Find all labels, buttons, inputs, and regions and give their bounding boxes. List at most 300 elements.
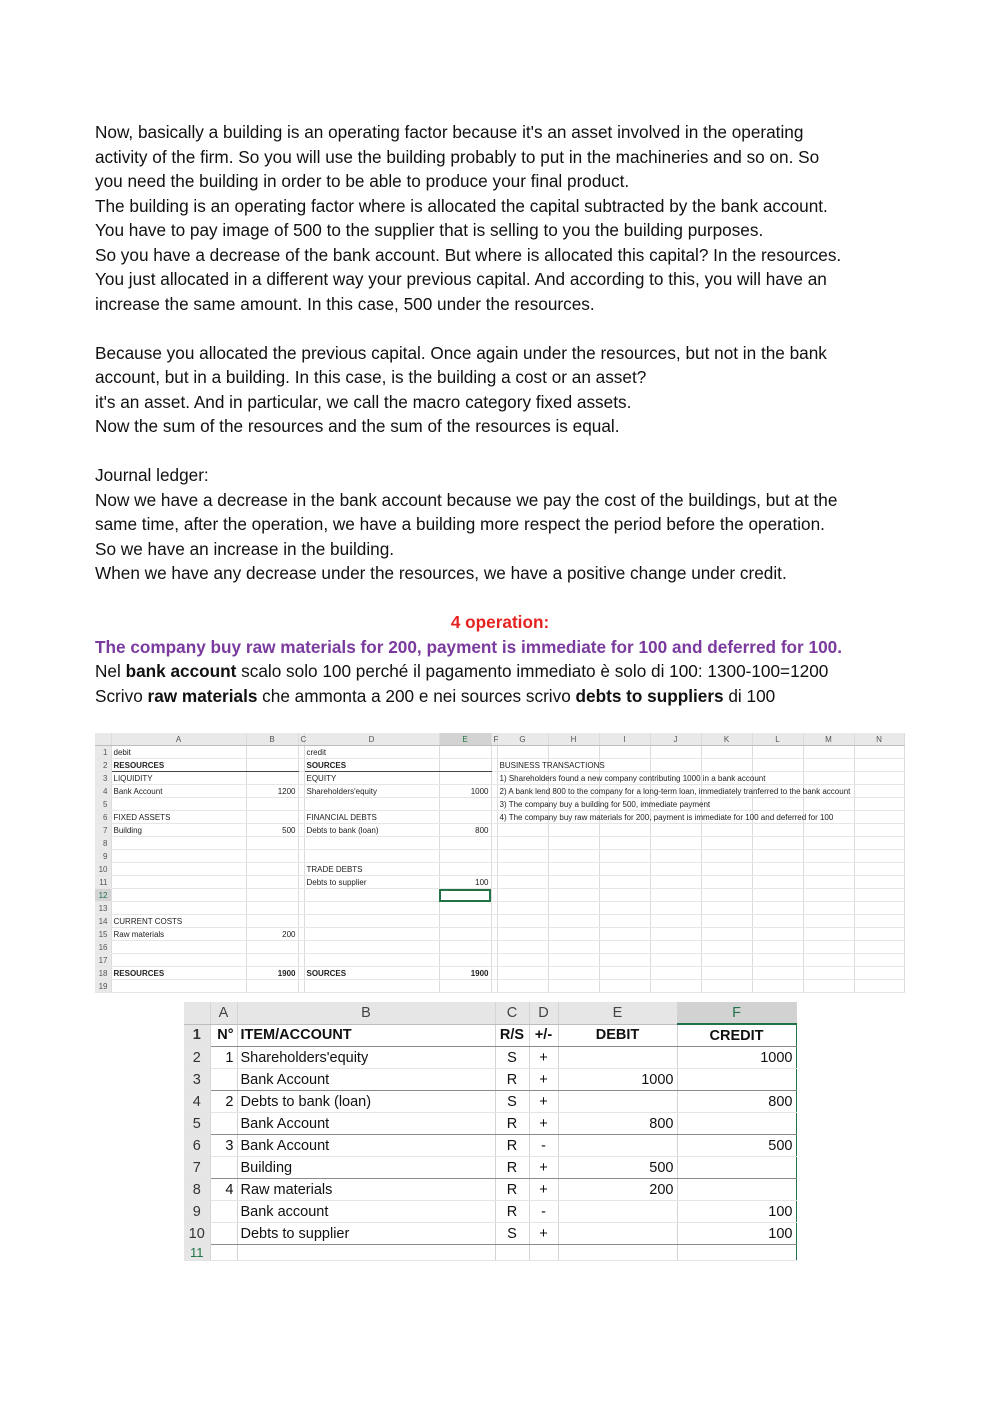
cell-D2[interactable]: SOURCES (304, 759, 439, 772)
cell-B8[interactable] (246, 837, 298, 850)
cell-N8[interactable] (854, 837, 904, 850)
cell-G5[interactable]: 3) The company buy a building for 500, immediate payment (497, 798, 548, 811)
cell-D17[interactable] (304, 954, 439, 967)
cell-E17[interactable] (439, 954, 491, 967)
cell-A9[interactable] (210, 1201, 237, 1223)
select-all-corner[interactable] (184, 1002, 210, 1024)
cell-E3[interactable]: 1000 (558, 1069, 677, 1091)
cell-M11[interactable] (803, 876, 854, 889)
cell-N5[interactable] (854, 798, 904, 811)
cell-N7[interactable] (854, 824, 904, 837)
cell-D8[interactable] (304, 837, 439, 850)
cell-B9[interactable]: Bank account (237, 1201, 495, 1223)
cell-J9[interactable] (650, 850, 701, 863)
cell-K12[interactable] (701, 889, 752, 902)
cell-J8[interactable] (650, 837, 701, 850)
cell-D14[interactable] (304, 915, 439, 928)
cell-N12[interactable] (854, 889, 904, 902)
cell-D3[interactable]: + (529, 1069, 558, 1091)
cell-A4[interactable]: Bank Account (111, 785, 246, 798)
cell-B4[interactable]: 1200 (246, 785, 298, 798)
cell-E15[interactable] (439, 928, 491, 941)
cell-N4[interactable] (854, 785, 904, 798)
column-header-H[interactable]: H (548, 733, 599, 746)
row-header[interactable]: 9 (95, 850, 111, 863)
column-header-M[interactable]: M (803, 733, 854, 746)
cell-C5[interactable]: R (495, 1113, 529, 1135)
cell-G19[interactable] (497, 980, 548, 993)
cell-K13[interactable] (701, 902, 752, 915)
cell-H8[interactable] (548, 837, 599, 850)
cell-A7[interactable]: Building (111, 824, 246, 837)
row-header[interactable]: 1 (184, 1024, 210, 1047)
cell-A12[interactable] (111, 889, 246, 902)
row-header[interactable]: 1 (95, 746, 111, 759)
cell-H15[interactable] (548, 928, 599, 941)
cell-M5[interactable] (803, 798, 854, 811)
row-header[interactable]: 7 (95, 824, 111, 837)
row-header[interactable]: 2 (95, 759, 111, 772)
row-header[interactable]: 10 (95, 863, 111, 876)
column-header-L[interactable]: L (752, 733, 803, 746)
cell-I2[interactable] (599, 759, 650, 772)
cell-H17[interactable] (548, 954, 599, 967)
cell-E6[interactable] (439, 811, 491, 824)
cell-B13[interactable] (246, 902, 298, 915)
cell-A3[interactable]: LIQUIDITY (111, 772, 246, 785)
cell-H7[interactable] (548, 824, 599, 837)
cell-D5[interactable]: + (529, 1113, 558, 1135)
column-header-I[interactable]: I (599, 733, 650, 746)
cell-I17[interactable] (599, 954, 650, 967)
cell-D1[interactable]: credit (304, 746, 439, 759)
cell-D10[interactable]: TRADE DEBTS (304, 863, 439, 876)
cell-D9[interactable]: - (529, 1201, 558, 1223)
cell-F11[interactable] (677, 1245, 796, 1261)
cell-D4[interactable]: + (529, 1091, 558, 1113)
cell-L5[interactable] (752, 798, 803, 811)
cell-B19[interactable] (246, 980, 298, 993)
cell-F2[interactable]: 1000 (677, 1047, 796, 1069)
cell-I10[interactable] (599, 863, 650, 876)
cell-N17[interactable] (854, 954, 904, 967)
cell-A11[interactable] (111, 876, 246, 889)
cell-N13[interactable] (854, 902, 904, 915)
cell-L11[interactable] (752, 876, 803, 889)
cell-E5[interactable]: 800 (558, 1113, 677, 1135)
cell-A6[interactable]: 3 (210, 1135, 237, 1157)
cell-A10[interactable] (210, 1223, 237, 1245)
cell-D18[interactable]: SOURCES (304, 967, 439, 980)
cell-M16[interactable] (803, 941, 854, 954)
cell-K10[interactable] (701, 863, 752, 876)
cell-E2[interactable] (439, 759, 491, 772)
cell-A7[interactable] (210, 1157, 237, 1179)
cell-D10[interactable]: + (529, 1223, 558, 1245)
column-header-F[interactable]: F (491, 733, 497, 746)
cell-D8[interactable]: + (529, 1179, 558, 1201)
cell-G6[interactable]: 4) The company buy raw materials for 200, payment is immediate for 100 and deferred for 100 (497, 811, 548, 824)
cell-G17[interactable] (497, 954, 548, 967)
cell-L7[interactable] (752, 824, 803, 837)
cell-K14[interactable] (701, 915, 752, 928)
cell-J10[interactable] (650, 863, 701, 876)
cell-A2[interactable]: 1 (210, 1047, 237, 1069)
cell-A3[interactable] (210, 1069, 237, 1091)
cell-K15[interactable] (701, 928, 752, 941)
cell-E4[interactable]: 1000 (439, 785, 491, 798)
cell-D11[interactable] (529, 1245, 558, 1261)
cell-L12[interactable] (752, 889, 803, 902)
cell-D19[interactable] (304, 980, 439, 993)
cell-K19[interactable] (701, 980, 752, 993)
cell-E18[interactable]: 1900 (439, 967, 491, 980)
row-header[interactable]: 16 (95, 941, 111, 954)
row-header[interactable]: 3 (184, 1069, 210, 1091)
cell-D7[interactable]: Debts to bank (loan) (304, 824, 439, 837)
cell-K16[interactable] (701, 941, 752, 954)
cell-L10[interactable] (752, 863, 803, 876)
column-header-A[interactable]: A (111, 733, 246, 746)
cell-N15[interactable] (854, 928, 904, 941)
row-header[interactable]: 7 (184, 1157, 210, 1179)
cell-A13[interactable] (111, 902, 246, 915)
cell-E10[interactable] (558, 1223, 677, 1245)
cell-M1[interactable] (803, 746, 854, 759)
cell-E11[interactable] (558, 1245, 677, 1261)
cell-G10[interactable] (497, 863, 548, 876)
cell-A15[interactable]: Raw materials (111, 928, 246, 941)
cell-B4[interactable]: Debts to bank (loan) (237, 1091, 495, 1113)
cell-K9[interactable] (701, 850, 752, 863)
row-header[interactable]: 4 (95, 785, 111, 798)
cell-N16[interactable] (854, 941, 904, 954)
cell-D5[interactable] (304, 798, 439, 811)
column-header-F[interactable]: F (677, 1002, 796, 1024)
cell-M9[interactable] (803, 850, 854, 863)
cell-B3[interactable]: Bank Account (237, 1069, 495, 1091)
cell-H14[interactable] (548, 915, 599, 928)
cell-K17[interactable] (701, 954, 752, 967)
cell-E1[interactable]: DEBIT (558, 1024, 677, 1047)
cell-J15[interactable] (650, 928, 701, 941)
cell-G12[interactable] (497, 889, 548, 902)
row-header[interactable]: 17 (95, 954, 111, 967)
cell-D2[interactable]: + (529, 1047, 558, 1069)
cell-N9[interactable] (854, 850, 904, 863)
cell-N2[interactable] (854, 759, 904, 772)
select-all-corner[interactable] (95, 733, 111, 746)
cell-B15[interactable]: 200 (246, 928, 298, 941)
cell-L14[interactable] (752, 915, 803, 928)
cell-H1[interactable] (548, 746, 599, 759)
cell-E4[interactable] (558, 1091, 677, 1113)
cell-N11[interactable] (854, 876, 904, 889)
cell-A8[interactable] (111, 837, 246, 850)
row-header[interactable]: 11 (95, 876, 111, 889)
cell-A4[interactable]: 2 (210, 1091, 237, 1113)
column-header-K[interactable]: K (701, 733, 752, 746)
cell-M8[interactable] (803, 837, 854, 850)
cell-E19[interactable] (439, 980, 491, 993)
row-header[interactable]: 19 (95, 980, 111, 993)
column-header-E[interactable]: E (558, 1002, 677, 1024)
cell-M15[interactable] (803, 928, 854, 941)
cell-A17[interactable] (111, 954, 246, 967)
cell-L1[interactable] (752, 746, 803, 759)
cell-F9[interactable]: 100 (677, 1201, 796, 1223)
cell-B17[interactable] (246, 954, 298, 967)
row-header[interactable]: 3 (95, 772, 111, 785)
cell-M13[interactable] (803, 902, 854, 915)
cell-B9[interactable] (246, 850, 298, 863)
cell-E11[interactable]: 100 (439, 876, 491, 889)
cell-B7[interactable]: 500 (246, 824, 298, 837)
cell-D16[interactable] (304, 941, 439, 954)
column-header-E[interactable]: E (439, 733, 491, 746)
cell-B11[interactable] (246, 876, 298, 889)
cell-M7[interactable] (803, 824, 854, 837)
cell-G16[interactable] (497, 941, 548, 954)
column-header-D[interactable]: D (304, 733, 439, 746)
cell-A1[interactable]: debit (111, 746, 246, 759)
cell-G18[interactable] (497, 967, 548, 980)
cell-I18[interactable] (599, 967, 650, 980)
cell-N19[interactable] (854, 980, 904, 993)
cell-G9[interactable] (497, 850, 548, 863)
cell-F10[interactable]: 100 (677, 1223, 796, 1245)
row-header[interactable]: 12 (95, 889, 111, 902)
cell-J2[interactable] (650, 759, 701, 772)
cell-M19[interactable] (803, 980, 854, 993)
cell-C6[interactable]: R (495, 1135, 529, 1157)
cell-A11[interactable] (210, 1245, 237, 1261)
cell-G4[interactable]: 2) A bank lend 800 to the company for a long-term loan, immediately tranferred to the bank account (497, 785, 548, 798)
cell-J1[interactable] (650, 746, 701, 759)
cell-H18[interactable] (548, 967, 599, 980)
cell-H9[interactable] (548, 850, 599, 863)
cell-K8[interactable] (701, 837, 752, 850)
column-header-B[interactable]: B (246, 733, 298, 746)
cell-C1[interactable]: R/S (495, 1024, 529, 1047)
row-header[interactable]: 15 (95, 928, 111, 941)
cell-I9[interactable] (599, 850, 650, 863)
row-header[interactable]: 8 (184, 1179, 210, 1201)
cell-E16[interactable] (439, 941, 491, 954)
cell-D4[interactable]: Shareholders'equity (304, 785, 439, 798)
cell-I19[interactable] (599, 980, 650, 993)
cell-I15[interactable] (599, 928, 650, 941)
cell-H19[interactable] (548, 980, 599, 993)
cell-K18[interactable] (701, 967, 752, 980)
cell-M14[interactable] (803, 915, 854, 928)
cell-I7[interactable] (599, 824, 650, 837)
cell-E2[interactable] (558, 1047, 677, 1069)
cell-B5[interactable]: Bank Account (237, 1113, 495, 1135)
cell-N10[interactable] (854, 863, 904, 876)
cell-N14[interactable] (854, 915, 904, 928)
cell-E8[interactable] (439, 837, 491, 850)
cell-E6[interactable] (558, 1135, 677, 1157)
row-header[interactable]: 6 (95, 811, 111, 824)
column-header-C[interactable]: C (298, 733, 304, 746)
cell-D7[interactable]: + (529, 1157, 558, 1179)
cell-N1[interactable] (854, 746, 904, 759)
row-header[interactable]: 6 (184, 1135, 210, 1157)
cell-L2[interactable] (752, 759, 803, 772)
cell-B7[interactable]: Building (237, 1157, 495, 1179)
cell-G14[interactable] (497, 915, 548, 928)
cell-J16[interactable] (650, 941, 701, 954)
cell-K1[interactable] (701, 746, 752, 759)
cell-L18[interactable] (752, 967, 803, 980)
cell-A10[interactable] (111, 863, 246, 876)
cell-C4[interactable]: S (495, 1091, 529, 1113)
cell-J13[interactable] (650, 902, 701, 915)
cell-J7[interactable] (650, 824, 701, 837)
cell-D12[interactable] (304, 889, 439, 902)
cell-E14[interactable] (439, 915, 491, 928)
cell-N3[interactable] (854, 772, 904, 785)
cell-L13[interactable] (752, 902, 803, 915)
cell-C10[interactable]: S (495, 1223, 529, 1245)
cell-F1[interactable]: CREDIT (677, 1024, 796, 1047)
cell-H12[interactable] (548, 889, 599, 902)
cell-A19[interactable] (111, 980, 246, 993)
cell-B12[interactable] (246, 889, 298, 902)
column-header-C[interactable]: C (495, 1002, 529, 1024)
cell-G13[interactable] (497, 902, 548, 915)
cell-E7[interactable]: 500 (558, 1157, 677, 1179)
cell-J17[interactable] (650, 954, 701, 967)
cell-C8[interactable]: R (495, 1179, 529, 1201)
cell-A9[interactable] (111, 850, 246, 863)
cell-B3[interactable] (246, 772, 298, 785)
cell-I14[interactable] (599, 915, 650, 928)
cell-E8[interactable]: 200 (558, 1179, 677, 1201)
cell-M10[interactable] (803, 863, 854, 876)
cell-B1[interactable]: ITEM/ACCOUNT (237, 1024, 495, 1047)
cell-J11[interactable] (650, 876, 701, 889)
column-header-B[interactable]: B (237, 1002, 495, 1024)
cell-G1[interactable] (497, 746, 548, 759)
cell-F5[interactable] (677, 1113, 796, 1135)
cell-E10[interactable] (439, 863, 491, 876)
cell-A18[interactable]: RESOURCES (111, 967, 246, 980)
cell-E1[interactable] (439, 746, 491, 759)
cell-L15[interactable] (752, 928, 803, 941)
cell-H13[interactable] (548, 902, 599, 915)
cell-B2[interactable] (246, 759, 298, 772)
cell-D3[interactable]: EQUITY (304, 772, 439, 785)
cell-H10[interactable] (548, 863, 599, 876)
cell-A8[interactable]: 4 (210, 1179, 237, 1201)
row-header[interactable]: 18 (95, 967, 111, 980)
cell-C3[interactable]: R (495, 1069, 529, 1091)
cell-G8[interactable] (497, 837, 548, 850)
cell-D15[interactable] (304, 928, 439, 941)
cell-J18[interactable] (650, 967, 701, 980)
row-header[interactable]: 2 (184, 1047, 210, 1069)
cell-M3[interactable] (803, 772, 854, 785)
cell-B18[interactable]: 1900 (246, 967, 298, 980)
cell-B10[interactable]: Debts to supplier (237, 1223, 495, 1245)
cell-A16[interactable] (111, 941, 246, 954)
row-header[interactable]: 10 (184, 1223, 210, 1245)
column-header-D[interactable]: D (529, 1002, 558, 1024)
cell-B10[interactable] (246, 863, 298, 876)
cell-I16[interactable] (599, 941, 650, 954)
row-header[interactable]: 14 (95, 915, 111, 928)
row-header[interactable]: 5 (184, 1113, 210, 1135)
cell-L9[interactable] (752, 850, 803, 863)
cell-E3[interactable] (439, 772, 491, 785)
cell-E9[interactable] (439, 850, 491, 863)
cell-F4[interactable]: 800 (677, 1091, 796, 1113)
cell-K7[interactable] (701, 824, 752, 837)
cell-H11[interactable] (548, 876, 599, 889)
cell-J14[interactable] (650, 915, 701, 928)
cell-I11[interactable] (599, 876, 650, 889)
cell-E7[interactable]: 800 (439, 824, 491, 837)
column-header-J[interactable]: J (650, 733, 701, 746)
cell-F8[interactable] (677, 1179, 796, 1201)
cell-L16[interactable] (752, 941, 803, 954)
cell-A5[interactable] (111, 798, 246, 811)
cell-E13[interactable] (439, 902, 491, 915)
cell-M12[interactable] (803, 889, 854, 902)
row-header[interactable]: 8 (95, 837, 111, 850)
cell-B8[interactable]: Raw materials (237, 1179, 495, 1201)
cell-D11[interactable]: Debts to supplier (304, 876, 439, 889)
cell-G7[interactable] (497, 824, 548, 837)
cell-B6[interactable] (246, 811, 298, 824)
cell-J12[interactable] (650, 889, 701, 902)
cell-A6[interactable]: FIXED ASSETS (111, 811, 246, 824)
column-header-N[interactable]: N (854, 733, 904, 746)
cell-D6[interactable]: FINANCIAL DEBTS (304, 811, 439, 824)
cell-M18[interactable] (803, 967, 854, 980)
cell-D1[interactable]: +/- (529, 1024, 558, 1047)
cell-B2[interactable]: Shareholders'equity (237, 1047, 495, 1069)
cell-K11[interactable] (701, 876, 752, 889)
cell-I1[interactable] (599, 746, 650, 759)
cell-B16[interactable] (246, 941, 298, 954)
cell-L17[interactable] (752, 954, 803, 967)
cell-D9[interactable] (304, 850, 439, 863)
cell-B11[interactable] (237, 1245, 495, 1261)
cell-F3[interactable] (677, 1069, 796, 1091)
cell-H16[interactable] (548, 941, 599, 954)
row-header[interactable]: 5 (95, 798, 111, 811)
cell-G15[interactable] (497, 928, 548, 941)
cell-F7[interactable] (677, 1157, 796, 1179)
cell-C7[interactable]: R (495, 1157, 529, 1179)
cell-C9[interactable]: R (495, 1201, 529, 1223)
cell-K2[interactable] (701, 759, 752, 772)
row-header[interactable]: 4 (184, 1091, 210, 1113)
cell-G2[interactable]: BUSINESS TRANSACTIONS (497, 759, 548, 772)
row-header[interactable]: 11 (184, 1245, 210, 1261)
cell-L19[interactable] (752, 980, 803, 993)
cell-B5[interactable] (246, 798, 298, 811)
cell-L8[interactable] (752, 837, 803, 850)
cell-G3[interactable]: 1) Shareholders found a new company contributing 1000 in a bank account (497, 772, 548, 785)
cell-N6[interactable] (854, 811, 904, 824)
cell-I8[interactable] (599, 837, 650, 850)
cell-J19[interactable] (650, 980, 701, 993)
cell-N18[interactable] (854, 967, 904, 980)
